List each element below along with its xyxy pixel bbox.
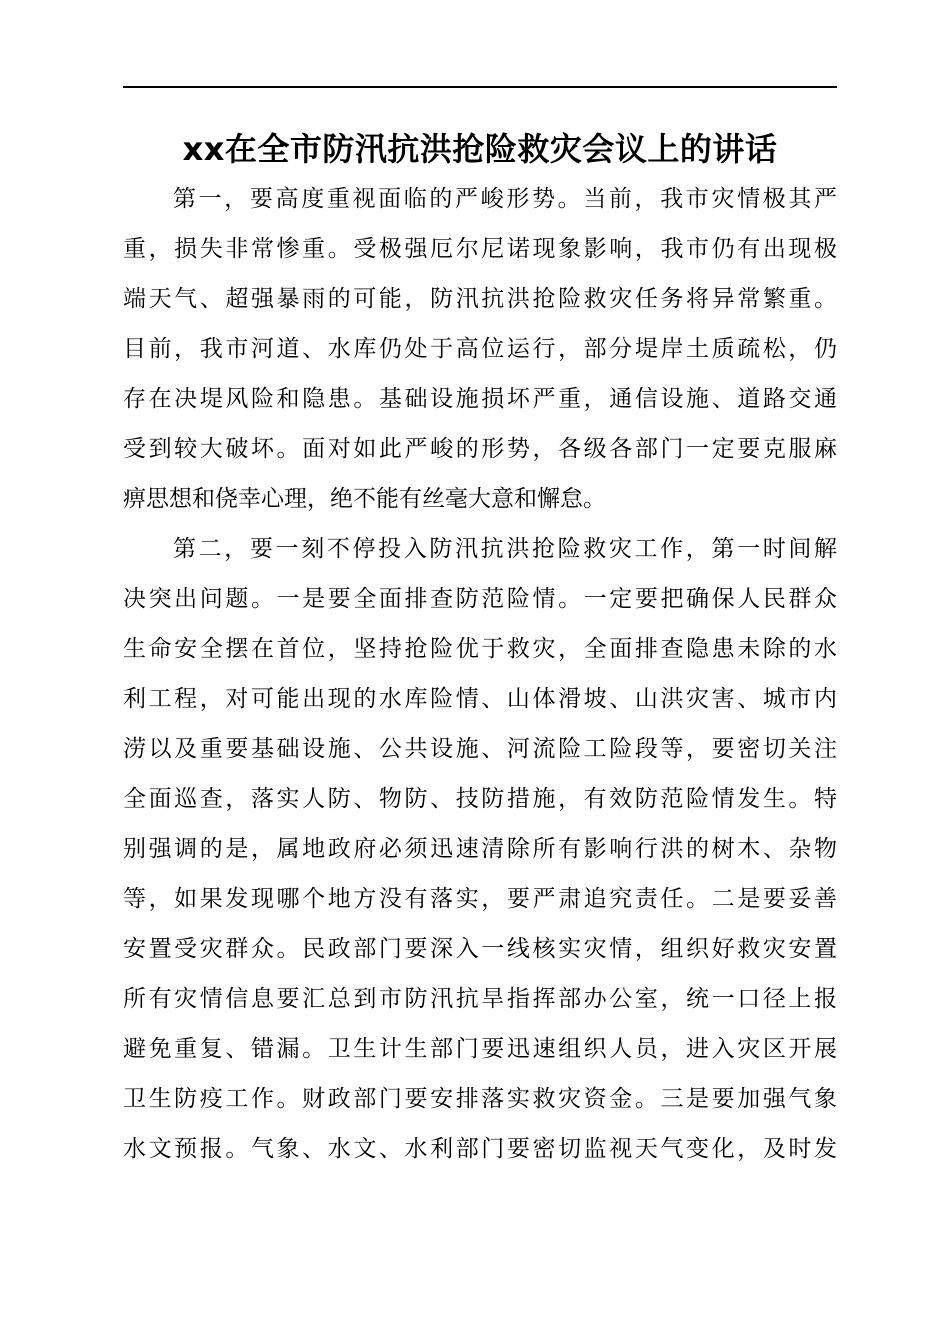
text-line: 重，损失非常惨重。受极强厄尔尼诺现象影响，我市仍有出现极 (123, 236, 837, 262)
text-line: 避免重复、错漏。卫生计生部门要迅速组织人员，进入灾区开展 (123, 1036, 837, 1062)
document-body (123, 174, 837, 1174)
text-line: 第二，要一刻不停投入防汛抗洪抢险救灾工作，第一时间解 (173, 536, 837, 562)
text-line: 涝以及重要基础设施、公共设施、河流险工险段等，要密切关注 (123, 736, 837, 762)
text-line: 存在决堤风险和隐患。基础设施损坏严重，通信设施、道路交通 (123, 386, 837, 412)
text-line: 痹思想和侥幸心理，绝不能有丝毫大意和懈怠。 (123, 486, 606, 512)
text-line: 目前，我市河道、水库仍处于高位运行，部分堤岸土质疏松，仍 (123, 336, 837, 362)
text-line: 所有灾情信息要汇总到市防汛抗旱指挥部办公室，统一口径上报 (123, 986, 837, 1012)
document-title: xx在全市防汛抗洪抢险救灾会议上的讲话 (182, 130, 778, 168)
text-line: 利工程，对可能出现的水库险情、山体滑坡、山洪灾害、城市内 (123, 686, 837, 712)
paragraph-2 (123, 524, 837, 1174)
text-line: 第一，要高度重视面临的严峻形势。当前，我市灾情极其严 (173, 186, 837, 212)
text-line: 卫生防疫工作。财政部门要安排落实救灾资金。三是要加强气象 (123, 1086, 837, 1112)
text-line: 受到较大破坏。面对如此严峻的形势，各级各部门一定要克服麻 (123, 436, 837, 462)
text-line: 生命安全摆在首位，坚持抢险优于救灾，全面排查隐患未除的水 (123, 636, 837, 662)
text-line: 等，如果发现哪个地方没有落实，要严肃追究责任。二是要妥善 (123, 886, 837, 912)
text-line: 别强调的是，属地政府必须迅速清除所有影响行洪的树木、杂物 (123, 836, 837, 862)
text-line: 水文预报。气象、水文、水利部门要密切监视天气变化，及时发 (123, 1136, 837, 1162)
text-line: 端天气、超强暴雨的可能，防汛抗洪抢险救灾任务将异常繁重。 (123, 286, 837, 312)
text-line: 决突出问题。一是要全面排查防范险情。一定要把确保人民群众 (123, 586, 837, 612)
header-rule (123, 86, 837, 88)
text-line: 全面巡查，落实人防、物防、技防措施，有效防范险情发生。特 (123, 786, 837, 812)
text-line: 安置受灾群众。民政部门要深入一线核实灾情，组织好救灾安置 (123, 936, 837, 962)
paragraph-1 (123, 174, 837, 524)
